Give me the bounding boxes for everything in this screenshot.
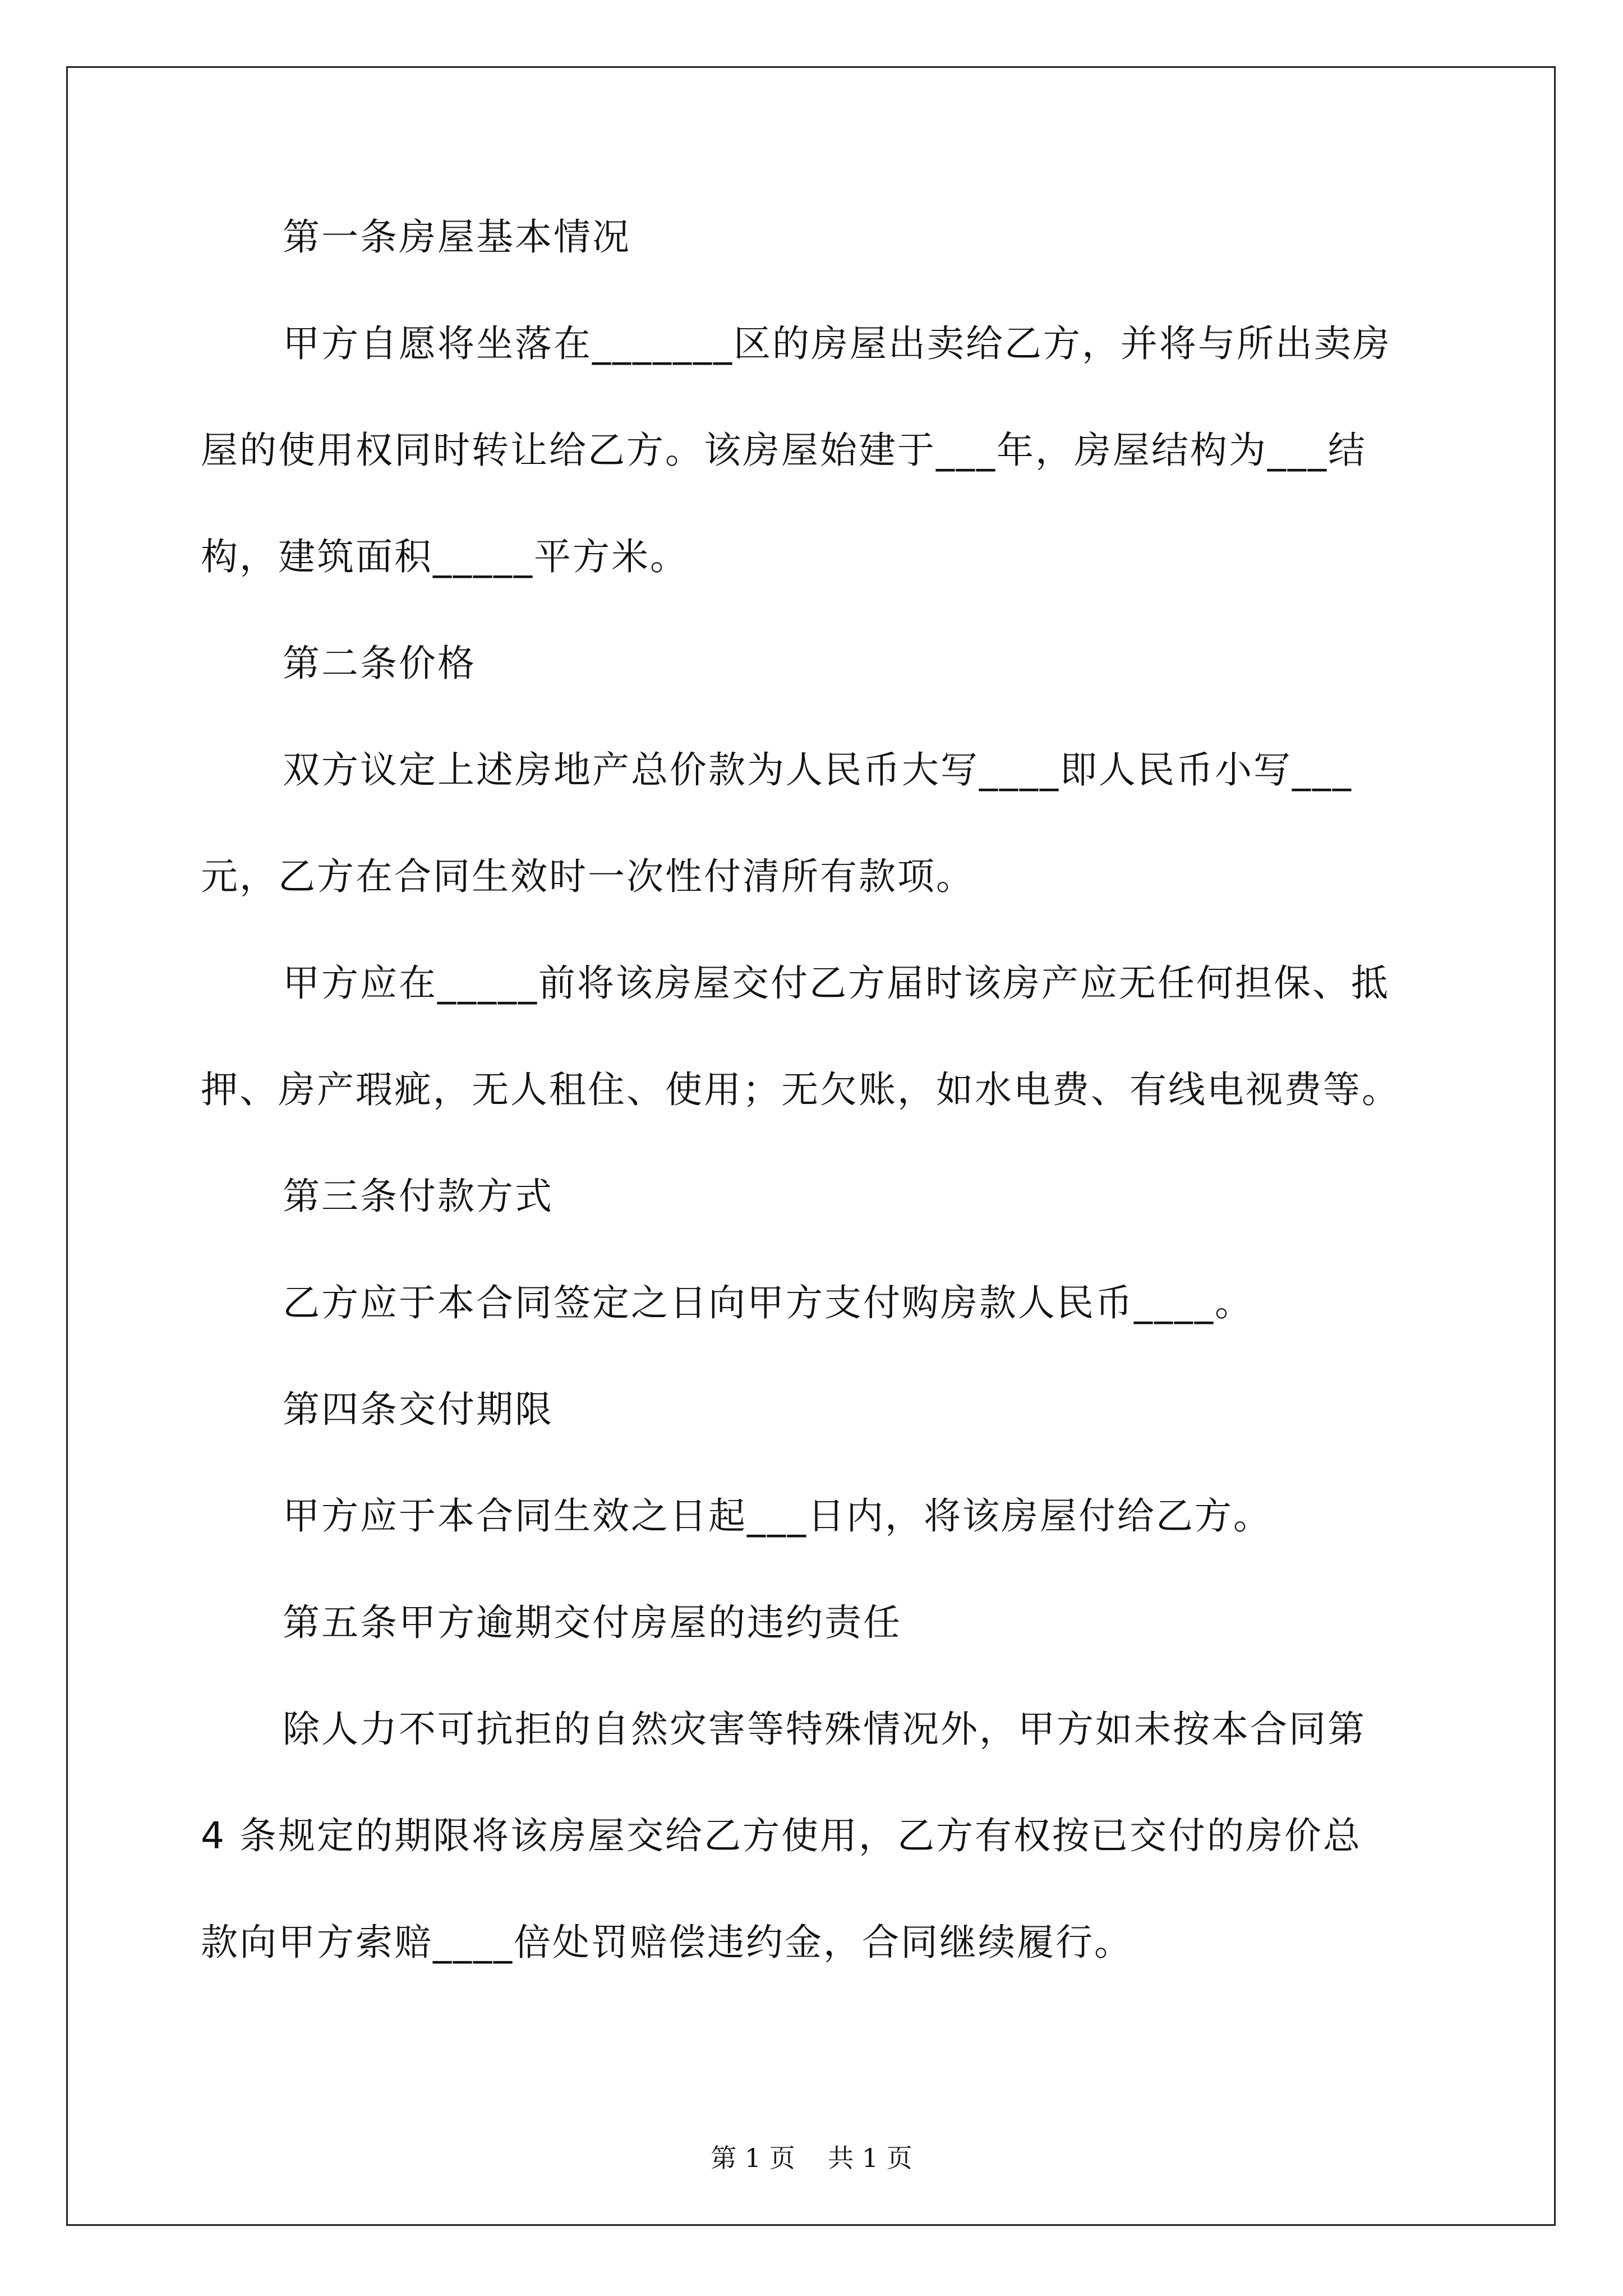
page-footer (0, 2145, 1623, 2171)
article-5-text-line-2: 4 条规定的期限将该房屋交给乙方使用，乙方有权按已交付的房价总 (201, 1814, 1362, 1857)
article-1-text-line-2: 屋的使用权同时转让给乙方。该房屋始建于___年，房屋结构为___结 (201, 429, 1367, 472)
article-2-text-line-1: 双方议定上述房地产总价款为人民币大写____即人民币小写___ (283, 748, 1353, 792)
article-5-heading: 第五条甲方逾期交付房屋的违约责任 (283, 1601, 902, 1644)
article-2-heading: 第二条价格 (283, 642, 476, 685)
article-3-text: 乙方应于本合同签定之日向甲方支付购房款人民币____。 (283, 1281, 1253, 1324)
article-1-text-line-1: 甲方自愿将坐落在_______区的房屋出卖给乙方，并将与所出卖房 (283, 322, 1391, 365)
delivery-text-line-1: 甲方应在_____前将该房屋交付乙方届时该房产应无任何担保、抵 (283, 961, 1390, 1005)
article-2-text-line-2: 元，乙方在合同生效时一次性付清所有款项。 (201, 855, 975, 898)
page-total: 共 1 页 (828, 2143, 912, 2173)
delivery-text-line-2: 押、房产瑕疵，无人租住、使用；无欠账，如水电费、有线电视费等。 (201, 1068, 1400, 1111)
article-4-heading: 第四条交付期限 (283, 1388, 554, 1431)
article-3-heading: 第三条付款方式 (283, 1175, 554, 1218)
article-5-text-line-1: 除人力不可抗拒的自然灾害等特殊情况外，甲方如未按本合同第 (283, 1708, 1366, 1751)
document-body (201, 215, 1423, 1964)
article-4-text: 甲方应于本合同生效之日起___日内，将该房屋付给乙方。 (283, 1494, 1272, 1538)
article-5-text-line-3: 款向甲方索赔____倍处罚赔偿违约金，合同继续履行。 (201, 1921, 1133, 1964)
article-1-text-line-3: 构，建筑面积_____平方米。 (201, 535, 689, 578)
article-1-heading: 第一条房屋基本情况 (283, 215, 631, 259)
page-number: 第 1 页 (711, 2143, 795, 2173)
